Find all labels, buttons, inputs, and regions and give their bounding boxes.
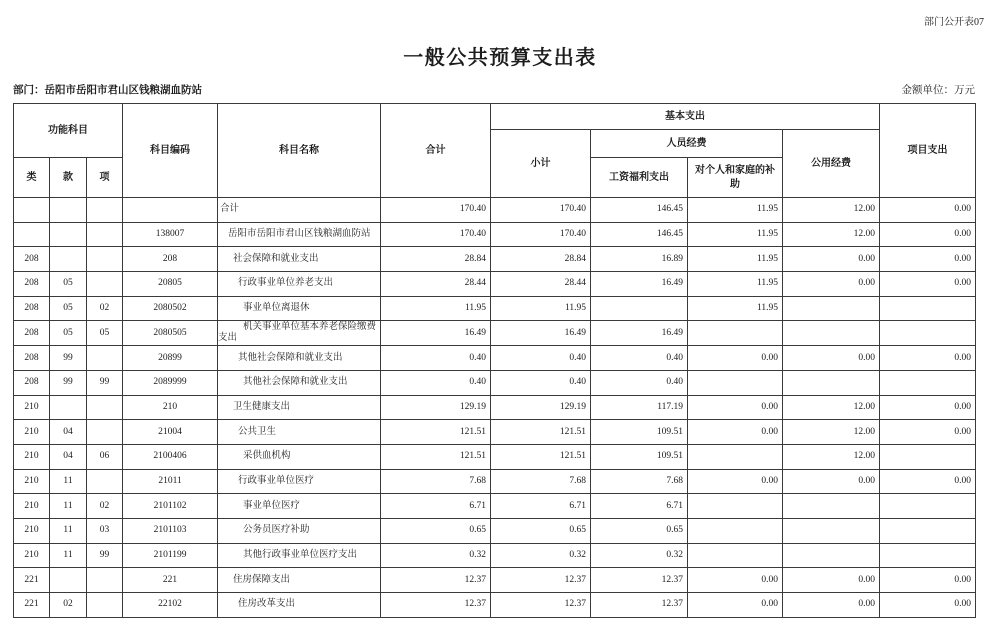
cell-subject-name: 岳阳市岳阳市君山区钱粮湖血防站 <box>218 222 381 247</box>
cell-public-funds: 0.00 <box>783 272 880 297</box>
cell-section-code: 05 <box>50 272 87 297</box>
cell-total: 12.37 <box>381 568 491 593</box>
cell-public-funds <box>783 543 880 568</box>
cell-subject-name: 行政事业单位医疗 <box>218 469 381 494</box>
cell-public-funds: 0.00 <box>783 247 880 272</box>
budget-table <box>13 103 976 618</box>
cell-item-code <box>87 568 123 593</box>
cell-public-funds: 12.00 <box>783 222 880 247</box>
cell-project-expenditure: 0.00 <box>880 568 976 593</box>
cell-wage-welfare: 0.40 <box>591 346 688 371</box>
cell-subtotal: 0.40 <box>491 370 591 395</box>
cell-item-code <box>87 593 123 618</box>
cell-total: 11.95 <box>381 296 491 321</box>
cell-total: 28.44 <box>381 272 491 297</box>
amount-unit-label: 金额单位：万元 <box>901 85 975 96</box>
cell-total: 121.51 <box>381 444 491 469</box>
cell-family-subsidy <box>688 370 783 395</box>
header-class: 类 <box>14 158 50 198</box>
cell-item-code <box>87 395 123 420</box>
cell-family-subsidy: 11.95 <box>688 296 783 321</box>
header-personnel-funds: 人员经费 <box>591 130 783 158</box>
cell-subject-code: 208 <box>123 247 218 272</box>
cell-project-expenditure <box>880 543 976 568</box>
cell-subject-name: 公务员医疗补助 <box>218 518 381 543</box>
header-total: 合计 <box>381 104 491 198</box>
cell-subject-code: 2100406 <box>123 444 218 469</box>
cell-item-code <box>87 469 123 494</box>
header-basic-expenditure: 基本支出 <box>491 104 880 130</box>
cell-wage-welfare: 12.37 <box>591 568 688 593</box>
cell-subject-code: 2080502 <box>123 296 218 321</box>
cell-public-funds: 12.00 <box>783 198 880 223</box>
cell-subject-name: 行政事业单位养老支出 <box>218 272 381 297</box>
cell-subject-code: 2080505 <box>123 321 218 346</box>
cell-subtotal: 6.71 <box>491 494 591 519</box>
form-number: 部门公开表07 <box>924 17 984 28</box>
cell-family-subsidy: 11.95 <box>688 272 783 297</box>
cell-section-code: 99 <box>50 346 87 371</box>
cell-item-code: 99 <box>87 543 123 568</box>
cell-class-code: 210 <box>14 494 50 519</box>
cell-subject-name: 合计 <box>218 198 381 223</box>
cell-subject-code: 20899 <box>123 346 218 371</box>
cell-total: 0.40 <box>381 370 491 395</box>
cell-wage-welfare: 146.45 <box>591 222 688 247</box>
cell-family-subsidy: 11.95 <box>688 247 783 272</box>
cell-subject-name: 公共卫生 <box>218 420 381 445</box>
cell-total: 0.65 <box>381 518 491 543</box>
table-row <box>14 395 976 420</box>
cell-subtotal: 170.40 <box>491 198 591 223</box>
cell-subject-name: 住房改革支出 <box>218 593 381 618</box>
cell-subtotal: 121.51 <box>491 420 591 445</box>
cell-public-funds: 0.00 <box>783 469 880 494</box>
cell-subtotal: 28.44 <box>491 272 591 297</box>
cell-class-code: 208 <box>14 247 50 272</box>
cell-item-code: 06 <box>87 444 123 469</box>
cell-item-code: 03 <box>87 518 123 543</box>
cell-class-code: 210 <box>14 420 50 445</box>
cell-wage-welfare: 109.51 <box>591 420 688 445</box>
cell-subject-name: 其他社会保障和就业支出 <box>218 346 381 371</box>
cell-family-subsidy: 0.00 <box>688 568 783 593</box>
cell-item-code <box>87 247 123 272</box>
cell-section-code: 11 <box>50 494 87 519</box>
table-row <box>14 222 976 247</box>
cell-class-code: 210 <box>14 543 50 568</box>
cell-family-subsidy: 0.00 <box>688 346 783 371</box>
cell-item-code <box>87 420 123 445</box>
cell-class-code <box>14 198 50 223</box>
table-row <box>14 420 976 445</box>
cell-subject-code: 138007 <box>123 222 218 247</box>
department-label: 部门：岳阳市岳阳市君山区钱粮湖血防站 <box>13 85 202 96</box>
cell-total: 0.32 <box>381 543 491 568</box>
cell-item-code <box>87 272 123 297</box>
header-project-expenditure: 项目支出 <box>880 104 976 198</box>
cell-public-funds: 12.00 <box>783 395 880 420</box>
cell-section-code: 05 <box>50 296 87 321</box>
cell-project-expenditure <box>880 370 976 395</box>
cell-subtotal: 0.65 <box>491 518 591 543</box>
cell-project-expenditure <box>880 296 976 321</box>
table-row <box>14 494 976 519</box>
cell-class-code: 208 <box>14 346 50 371</box>
table-row <box>14 568 976 593</box>
cell-section-code <box>50 222 87 247</box>
cell-project-expenditure: 0.00 <box>880 198 976 223</box>
cell-family-subsidy: 11.95 <box>688 198 783 223</box>
cell-total: 16.49 <box>381 321 491 346</box>
cell-total: 170.40 <box>381 198 491 223</box>
cell-wage-welfare: 7.68 <box>591 469 688 494</box>
table-row <box>14 370 976 395</box>
header-family-subsidy: 对个人和家庭的补助 <box>688 158 783 198</box>
cell-public-funds: 12.00 <box>783 444 880 469</box>
header-wage-welfare: 工资福利支出 <box>591 158 688 198</box>
cell-public-funds: 12.00 <box>783 420 880 445</box>
cell-subject-name: 卫生健康支出 <box>218 395 381 420</box>
cell-project-expenditure: 0.00 <box>880 593 976 618</box>
cell-total: 170.40 <box>381 222 491 247</box>
cell-family-subsidy <box>688 543 783 568</box>
table-row <box>14 518 976 543</box>
cell-subject-code: 210 <box>123 395 218 420</box>
cell-subject-code: 2089999 <box>123 370 218 395</box>
cell-subject-code <box>123 198 218 223</box>
cell-section-code: 05 <box>50 321 87 346</box>
cell-project-expenditure: 0.00 <box>880 247 976 272</box>
cell-family-subsidy: 0.00 <box>688 593 783 618</box>
table-row <box>14 543 976 568</box>
cell-project-expenditure <box>880 494 976 519</box>
header-subject-code: 科目编码 <box>123 104 218 198</box>
cell-project-expenditure: 0.00 <box>880 420 976 445</box>
cell-subject-code: 2101102 <box>123 494 218 519</box>
cell-subtotal: 129.19 <box>491 395 591 420</box>
cell-wage-welfare: 6.71 <box>591 494 688 519</box>
cell-class-code: 210 <box>14 395 50 420</box>
cell-total: 12.37 <box>381 593 491 618</box>
cell-total: 0.40 <box>381 346 491 371</box>
cell-wage-welfare: 16.49 <box>591 272 688 297</box>
cell-family-subsidy <box>688 518 783 543</box>
cell-family-subsidy: 0.00 <box>688 395 783 420</box>
cell-section-code: 11 <box>50 518 87 543</box>
cell-family-subsidy <box>688 444 783 469</box>
cell-subject-code: 2101199 <box>123 543 218 568</box>
cell-project-expenditure: 0.00 <box>880 346 976 371</box>
cell-subject-code: 21011 <box>123 469 218 494</box>
budget-table-body <box>14 198 976 618</box>
cell-total: 7.68 <box>381 469 491 494</box>
cell-item-code: 05 <box>87 321 123 346</box>
table-row <box>14 198 976 223</box>
cell-subtotal: 12.37 <box>491 568 591 593</box>
page-title: 一般公共预算支出表 <box>403 47 597 69</box>
cell-project-expenditure <box>880 518 976 543</box>
cell-section-code: 99 <box>50 370 87 395</box>
cell-wage-welfare <box>591 296 688 321</box>
cell-item-code: 02 <box>87 494 123 519</box>
table-meta <box>13 82 975 97</box>
cell-section-code: 04 <box>50 444 87 469</box>
cell-subject-name: 采供血机构 <box>218 444 381 469</box>
cell-total: 6.71 <box>381 494 491 519</box>
header-func-category: 功能科目 <box>14 104 123 158</box>
cell-public-funds: 0.00 <box>783 346 880 371</box>
cell-total: 121.51 <box>381 420 491 445</box>
cell-class-code: 210 <box>14 444 50 469</box>
cell-public-funds: 0.00 <box>783 593 880 618</box>
cell-project-expenditure: 0.00 <box>880 222 976 247</box>
cell-class-code: 210 <box>14 518 50 543</box>
cell-subject-name: 社会保障和就业支出 <box>218 247 381 272</box>
table-row <box>14 321 976 346</box>
cell-subject-name: 事业单位医疗 <box>218 494 381 519</box>
header-public-funds: 公用经费 <box>783 130 880 198</box>
table-row <box>14 593 976 618</box>
cell-public-funds <box>783 321 880 346</box>
cell-section-code: 04 <box>50 420 87 445</box>
cell-project-expenditure: 0.00 <box>880 272 976 297</box>
cell-class-code: 210 <box>14 469 50 494</box>
cell-public-funds <box>783 494 880 519</box>
cell-subject-code: 21004 <box>123 420 218 445</box>
table-row <box>14 272 976 297</box>
cell-class-code: 208 <box>14 321 50 346</box>
cell-wage-welfare: 16.89 <box>591 247 688 272</box>
cell-subject-name: 事业单位离退休 <box>218 296 381 321</box>
cell-wage-welfare: 146.45 <box>591 198 688 223</box>
cell-subtotal: 16.49 <box>491 321 591 346</box>
cell-item-code <box>87 346 123 371</box>
table-row <box>14 444 976 469</box>
table-row <box>14 296 976 321</box>
cell-subject-code: 20805 <box>123 272 218 297</box>
cell-subtotal: 28.84 <box>491 247 591 272</box>
cell-project-expenditure: 0.00 <box>880 469 976 494</box>
cell-family-subsidy: 0.00 <box>688 469 783 494</box>
cell-family-subsidy <box>688 494 783 519</box>
cell-item-code <box>87 198 123 223</box>
cell-subject-name: 住房保障支出 <box>218 568 381 593</box>
cell-wage-welfare: 12.37 <box>591 593 688 618</box>
cell-subtotal: 170.40 <box>491 222 591 247</box>
cell-subtotal: 11.95 <box>491 296 591 321</box>
cell-class-code: 221 <box>14 568 50 593</box>
cell-subject-name: 其他社会保障和就业支出 <box>218 370 381 395</box>
cell-wage-welfare: 117.19 <box>591 395 688 420</box>
cell-family-subsidy: 11.95 <box>688 222 783 247</box>
cell-total: 28.84 <box>381 247 491 272</box>
cell-item-code: 02 <box>87 296 123 321</box>
cell-family-subsidy: 0.00 <box>688 420 783 445</box>
header-section: 款 <box>50 158 87 198</box>
cell-public-funds: 0.00 <box>783 568 880 593</box>
cell-subtotal: 121.51 <box>491 444 591 469</box>
cell-subtotal: 0.32 <box>491 543 591 568</box>
table-row <box>14 346 976 371</box>
cell-subtotal: 12.37 <box>491 593 591 618</box>
header-subtotal: 小计 <box>491 130 591 198</box>
cell-class-code: 208 <box>14 272 50 297</box>
cell-project-expenditure <box>880 444 976 469</box>
cell-subject-name: 机关事业单位基本养老保险缴费支出 <box>218 321 381 346</box>
cell-subject-code: 22102 <box>123 593 218 618</box>
cell-wage-welfare: 0.40 <box>591 370 688 395</box>
header-item: 项 <box>87 158 123 198</box>
cell-wage-welfare: 0.65 <box>591 518 688 543</box>
cell-total: 129.19 <box>381 395 491 420</box>
cell-section-code <box>50 568 87 593</box>
table-row <box>14 469 976 494</box>
cell-section-code <box>50 395 87 420</box>
cell-section-code: 11 <box>50 469 87 494</box>
cell-public-funds <box>783 296 880 321</box>
cell-family-subsidy <box>688 321 783 346</box>
cell-project-expenditure: 0.00 <box>880 395 976 420</box>
cell-wage-welfare: 0.32 <box>591 543 688 568</box>
cell-wage-welfare: 109.51 <box>591 444 688 469</box>
cell-subject-code: 2101103 <box>123 518 218 543</box>
cell-class-code <box>14 222 50 247</box>
cell-wage-welfare: 16.49 <box>591 321 688 346</box>
table-row <box>14 247 976 272</box>
cell-subtotal: 0.40 <box>491 346 591 371</box>
header-subject-name: 科目名称 <box>218 104 381 198</box>
cell-item-code: 99 <box>87 370 123 395</box>
cell-section-code: 11 <box>50 543 87 568</box>
cell-class-code: 221 <box>14 593 50 618</box>
cell-public-funds <box>783 370 880 395</box>
cell-section-code: 02 <box>50 593 87 618</box>
cell-item-code <box>87 222 123 247</box>
budget-table-header <box>14 104 976 198</box>
cell-section-code <box>50 247 87 272</box>
cell-section-code <box>50 198 87 223</box>
cell-subject-name: 其他行政事业单位医疗支出 <box>218 543 381 568</box>
cell-project-expenditure <box>880 321 976 346</box>
cell-public-funds <box>783 518 880 543</box>
cell-subject-code: 221 <box>123 568 218 593</box>
cell-class-code: 208 <box>14 296 50 321</box>
cell-class-code: 208 <box>14 370 50 395</box>
cell-subtotal: 7.68 <box>491 469 591 494</box>
